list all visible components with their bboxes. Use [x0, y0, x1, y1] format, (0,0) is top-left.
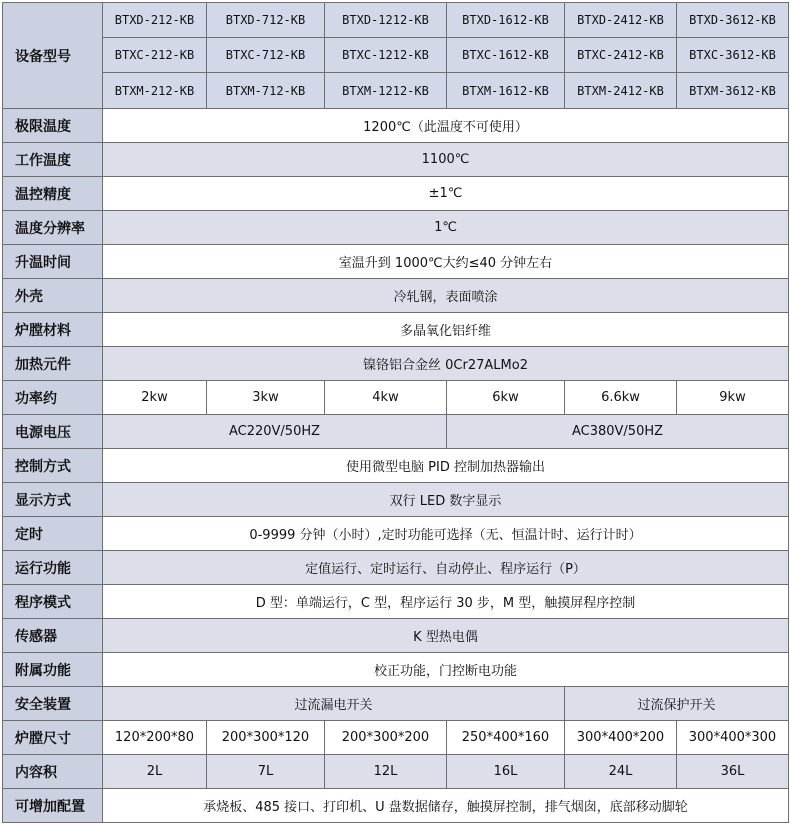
model-cell: BTXD-212-KB [103, 3, 207, 38]
model-cell: BTXD-2412-KB [565, 3, 677, 38]
spec-table [2, 2, 789, 823]
model-cell: BTXC-712-KB [207, 38, 325, 73]
row-label-temp-accuracy: 温控精度 [3, 177, 103, 211]
volume-cell: 16L [447, 755, 565, 789]
row-value-heating-time: 室温升到 1000℃大约≤40 分钟左右 [103, 245, 789, 279]
model-cell: BTXM-1612-KB [447, 73, 565, 109]
volume-cell: 7L [207, 755, 325, 789]
row-label-control-mode: 控制方式 [3, 449, 103, 483]
power-cell: 6kw [447, 381, 565, 415]
model-cell: BTXM-712-KB [207, 73, 325, 109]
model-cell: BTXD-1212-KB [325, 3, 447, 38]
row-value-temp-accuracy: ±1℃ [103, 177, 789, 211]
row-value-program-mode: D 型：单端运行，C 型，程序运行 30 步，M 型，触摸屏程序控制 [103, 585, 789, 619]
row-value-max-temp: 1200℃（此温度不可使用） [103, 109, 789, 143]
model-cell: BTXM-3612-KB [677, 73, 789, 109]
row-label-timer: 定时 [3, 517, 103, 551]
row-value-heating-element: 镍铬铝合金丝 0Cr27ALMo2 [103, 347, 789, 381]
model-cell: BTXC-2412-KB [565, 38, 677, 73]
row-label-chamber-material: 炉膛材料 [3, 313, 103, 347]
safety-cell: 过流保护开关 [565, 687, 789, 721]
model-cell: BTXC-1212-KB [325, 38, 447, 73]
model-cell: BTXM-212-KB [103, 73, 207, 109]
model-cell: BTXM-1212-KB [325, 73, 447, 109]
power-cell: 2kw [103, 381, 207, 415]
row-value-optional-config: 承烧板、485 接口、打印机、U 盘数据储存，触摸屏控制，排气烟囱，底部移动脚轮 [103, 789, 789, 823]
chamber-size-cell: 300*400*200 [565, 721, 677, 755]
safety-cell: 过流漏电开关 [103, 687, 565, 721]
power-cell: 4kw [325, 381, 447, 415]
row-label-run-function: 运行功能 [3, 551, 103, 585]
row-label-shell: 外壳 [3, 279, 103, 313]
volume-cell: 2L [103, 755, 207, 789]
row-value-run-function: 定值运行、定时运行、自动停止、程序运行（P） [103, 551, 789, 585]
chamber-size-cell: 200*300*120 [207, 721, 325, 755]
power-cell: 6.6kw [565, 381, 677, 415]
chamber-size-cell: 250*400*160 [447, 721, 565, 755]
model-cell: BTXD-3612-KB [677, 3, 789, 38]
row-value-shell: 冷轧钢，表面喷涂 [103, 279, 789, 313]
row-label-heating-time: 升温时间 [3, 245, 103, 279]
row-label-max-temp: 极限温度 [3, 109, 103, 143]
model-cell: BTXD-1612-KB [447, 3, 565, 38]
model-cell: BTXD-712-KB [207, 3, 325, 38]
row-value-timer: 0-9999 分钟（小时）,定时功能可选择（无、恒温计时、运行计时） [103, 517, 789, 551]
model-label: 设备型号 [3, 3, 103, 109]
voltage-cell: AC380V/50HZ [447, 415, 789, 449]
row-label-optional-config: 可增加配置 [3, 789, 103, 823]
chamber-size-cell: 200*300*200 [325, 721, 447, 755]
power-cell: 3kw [207, 381, 325, 415]
row-label-sensor: 传感器 [3, 619, 103, 653]
row-label-power: 功率约 [3, 381, 103, 415]
row-label-program-mode: 程序模式 [3, 585, 103, 619]
row-value-chamber-material: 多晶氧化铝纤维 [103, 313, 789, 347]
model-cell: BTXC-212-KB [103, 38, 207, 73]
row-value-aux-function: 校正功能，门控断电功能 [103, 653, 789, 687]
row-label-safety: 安全装置 [3, 687, 103, 721]
chamber-size-cell: 300*400*300 [677, 721, 789, 755]
chamber-size-cell: 120*200*80 [103, 721, 207, 755]
row-value-work-temp: 1100℃ [103, 143, 789, 177]
row-value-temp-resolution: 1℃ [103, 211, 789, 245]
model-cell: BTXM-2412-KB [565, 73, 677, 109]
volume-cell: 24L [565, 755, 677, 789]
row-label-temp-resolution: 温度分辨率 [3, 211, 103, 245]
row-label-voltage: 电源电压 [3, 415, 103, 449]
model-cell: BTXC-1612-KB [447, 38, 565, 73]
row-label-volume: 内容积 [3, 755, 103, 789]
voltage-cell: AC220V/50HZ [103, 415, 447, 449]
power-cell: 9kw [677, 381, 789, 415]
row-value-sensor: K 型热电偶 [103, 619, 789, 653]
row-value-control-mode: 使用微型电脑 PID 控制加热器输出 [103, 449, 789, 483]
row-label-chamber-size: 炉膛尺寸 [3, 721, 103, 755]
row-label-heating-element: 加热元件 [3, 347, 103, 381]
volume-cell: 12L [325, 755, 447, 789]
row-label-aux-function: 附属功能 [3, 653, 103, 687]
model-cell: BTXC-3612-KB [677, 38, 789, 73]
volume-cell: 36L [677, 755, 789, 789]
row-label-display-mode: 显示方式 [3, 483, 103, 517]
row-value-display-mode: 双行 LED 数字显示 [103, 483, 789, 517]
row-label-work-temp: 工作温度 [3, 143, 103, 177]
